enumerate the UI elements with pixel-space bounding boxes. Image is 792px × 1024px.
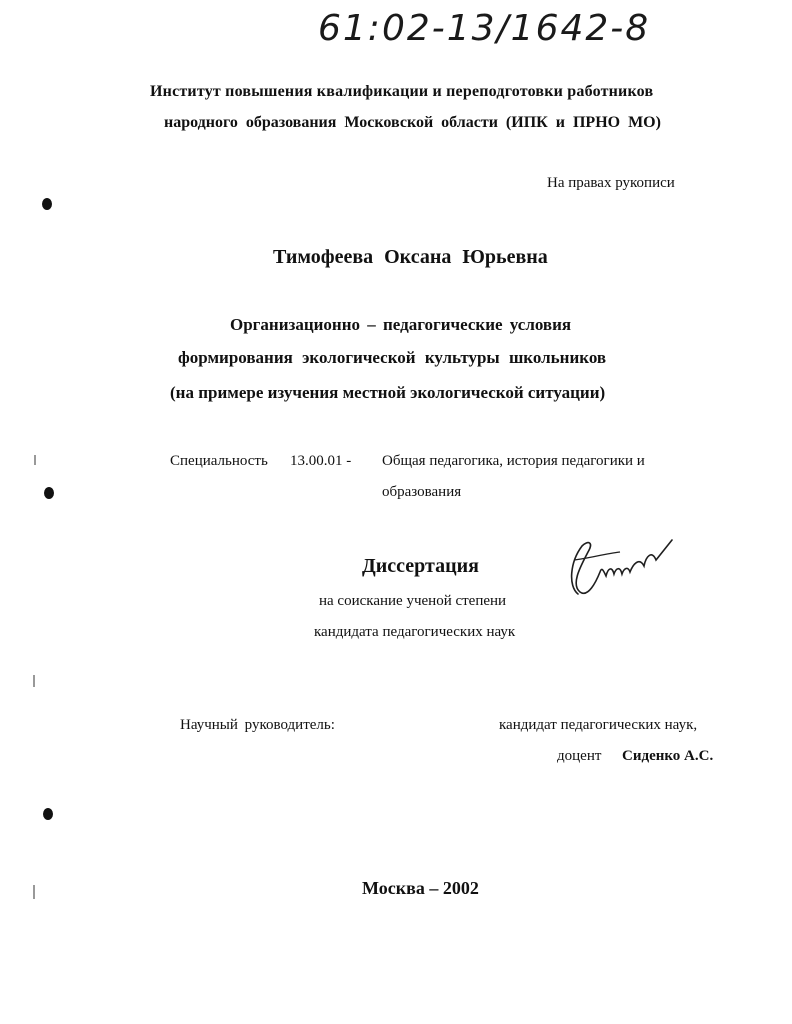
author-name: Тимофеева Оксана Юрьевна bbox=[273, 246, 548, 268]
title-line-3: (на примере изучения местной экологической ситуации) bbox=[170, 383, 606, 402]
specialty-name-line-1: Общая педагогика, история педагогики и bbox=[382, 453, 645, 469]
binding-hole-mark bbox=[44, 487, 54, 499]
signature bbox=[560, 532, 680, 612]
supervisor-label: Научный руководитель: bbox=[180, 717, 335, 733]
margin-mark bbox=[33, 885, 35, 899]
margin-mark bbox=[34, 455, 36, 465]
specialty-label: Специальность bbox=[170, 453, 268, 469]
margin-mark bbox=[33, 675, 35, 687]
archive-number: 61:02-13/1642-8 bbox=[318, 8, 651, 49]
degree-line-1: на соискание ученой степени bbox=[319, 593, 507, 609]
supervisor-degree: кандидат педагогических наук, bbox=[499, 717, 698, 733]
title-line-1: Организационно – педагогические условия bbox=[230, 315, 572, 334]
binding-hole-mark bbox=[42, 198, 52, 210]
city-year: Москва – 2002 bbox=[362, 878, 479, 898]
specialty-name-line-2: образования bbox=[382, 484, 462, 500]
supervisor-name: Сиденко А.С. bbox=[622, 748, 714, 764]
title-line-2: формирования экологической культуры школьников bbox=[178, 348, 607, 367]
specialty-code: 13.00.01 - bbox=[290, 453, 352, 469]
manuscript-rights: На правах рукописи bbox=[547, 175, 675, 191]
institute-line-2: народного образования Московской области (ИПК и ПРНО МО) bbox=[164, 114, 661, 131]
supervisor-position: доцент bbox=[557, 748, 602, 764]
binding-hole-mark bbox=[43, 808, 53, 820]
degree-line-2: кандидата педагогических наук bbox=[314, 624, 516, 640]
document-type: Диссертация bbox=[362, 555, 479, 577]
institute-line-1: Институт повышения квалификации и переподготовки работников bbox=[150, 83, 654, 100]
